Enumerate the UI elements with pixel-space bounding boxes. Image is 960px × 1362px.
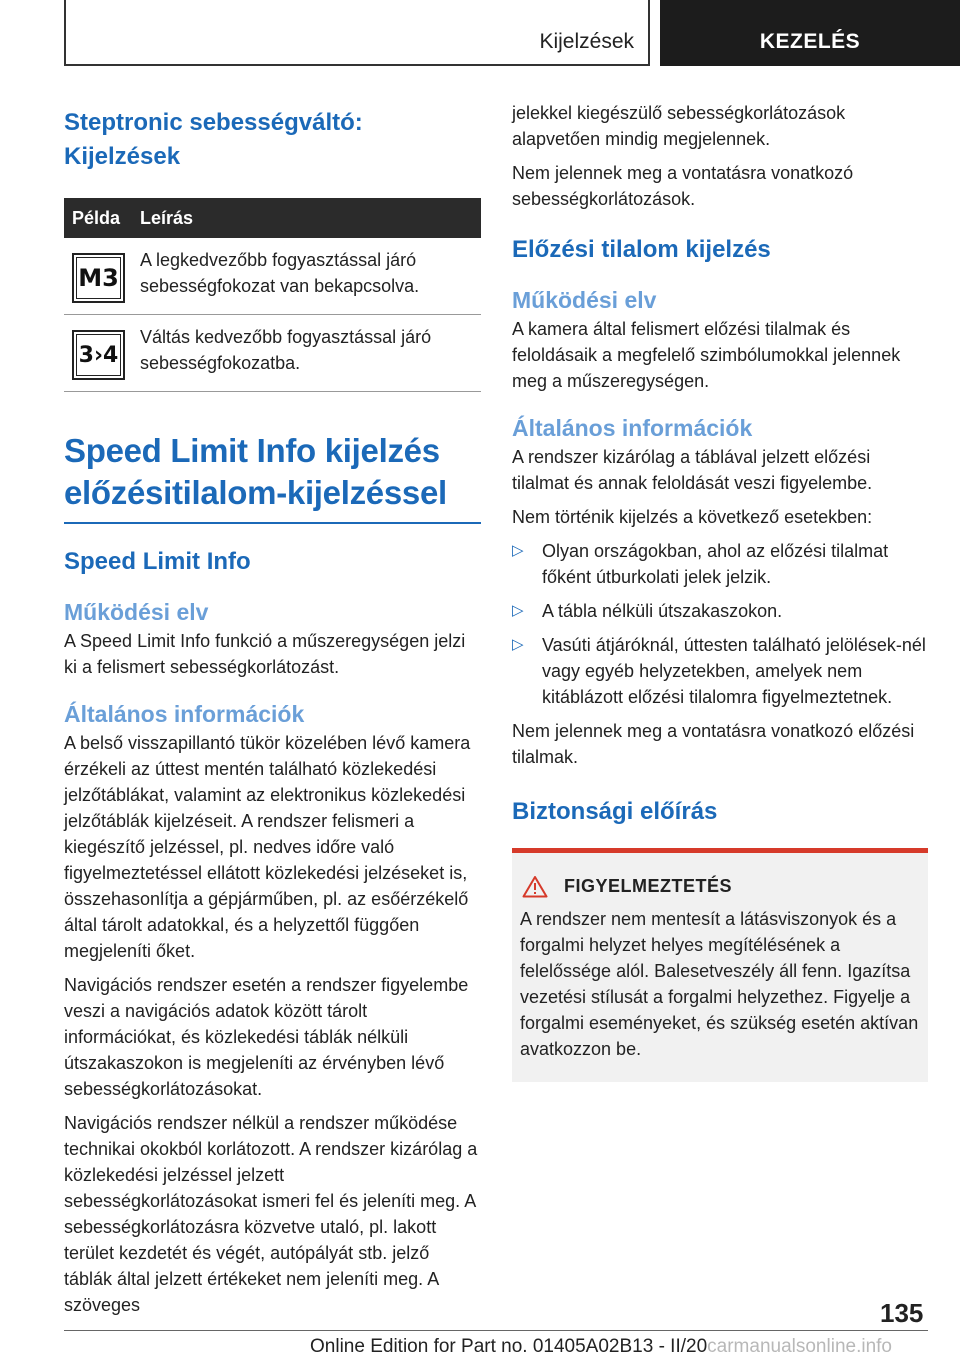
col-description-header: Leírás (140, 207, 194, 228)
continued-paragraph-2: Nem jelennek meg a vontatásra vonatkozó sebességkorlátozások. (512, 163, 854, 209)
list-item: ▷ Vasúti átjáróknál, úttesten található jelölések-nél vagy egyéb helyzetekben, amelyek nem kitáblázott előzési tilalomra figyelmeztetnek. (512, 632, 928, 710)
warning-triangle-icon (522, 875, 548, 898)
header-chapter-box (660, 0, 960, 66)
page-number: 135 (880, 1298, 924, 1328)
gear-m3-icon: M3 (72, 253, 125, 303)
list-item: ▷ Olyan országokban, ahol az előzési tilalmat főként útburkolati jelek jelzik. (512, 538, 928, 590)
table-cell-description: A legkedvezőbb fogyasztással járó sebességfokozat van bekapcsolva. (140, 250, 420, 296)
header-chapter-label: KEZELÉS (759, 30, 861, 53)
exception-list (512, 538, 928, 710)
triangle-bullet-icon: ▷ (512, 542, 524, 559)
left-column (64, 96, 481, 1318)
right-column (512, 100, 928, 1082)
altalanos-right-paragraph-2: Nem történik kijelzés a következő esetekben: (512, 507, 873, 527)
warning-text: A rendszer nem mentesít a látásviszonyok és a forgalmi helyzet helyes megítélésének a felelőssége alól. Balesetveszély áll fenn. Igazítsa vezetési stílusát a forgalmi helyzethez. Figyelje a forgalmi eseményeket, és szükség esetén aktívan avatkozzon be. (520, 909, 919, 1059)
warning-title: FIGYELMEZTETÉS (520, 875, 920, 898)
altalanos-heading-right: Általános információk (512, 415, 753, 441)
altalanos-right-paragraph-1: A rendszer kizárólag a táblával jelzett előzési tilalmat és annak feloldását veszi figyelembe. (512, 447, 873, 493)
altalanos-paragraph-1: A belső visszapillantó tükör közelében lévő kamera érzékeli az úttest mentén található közlekedési jelzőtáblákat, valamint az elektronikus közlekedési jelzőtáblák kijelzéseit. A rendszer felismeri a kiegészítő jelzéssel, pl. nedves időre való figyelmeztetéssel ellátott közlekedési jelzéseket is, összehasonlítja a gépjárműben, pl. az esőérzékelő által tárolt adatokkal, és a helyzettől függően megjeleníti őket. (64, 733, 471, 961)
table-header (64, 198, 481, 238)
col-example-header: Példa (72, 207, 121, 228)
header-section-box (64, 0, 650, 66)
gear-shift-up-icon: 3›4 (72, 330, 125, 380)
watermark: carmanualsonline.info (707, 1336, 892, 1357)
speed-limit-info-title: Speed Limit Info kijelzés előzésitilalom-kijelzéssel (64, 432, 447, 511)
footer-edition: Online Edition for Part no. 01405A02B13 - II/20carmanualsonline.info (310, 1336, 892, 1357)
triangle-bullet-icon: ▷ (512, 602, 524, 619)
mukodesi-elv-text: A Speed Limit Info funkció a műszeregységen jelzi ki a felismert sebességkorlátozást. (64, 631, 466, 677)
safety-heading: Biztonsági előírás (512, 798, 718, 825)
table-cell-description: Váltás kedvezőbb fogyasztással járó sebességfokozatba. (140, 327, 432, 373)
continued-paragraph-1: jelekkel kiegészülő sebességkorlátozások alapvetően mindig megjelennek. (512, 103, 846, 149)
title-divider (64, 522, 481, 524)
gear-display-table (64, 198, 481, 392)
altalanos-heading: Általános információk (64, 701, 305, 727)
mukodesi-elv-text-right: A kamera által felismert előzési tilalmak és feloldásaik a megfelelő szimbólumokkal jelennek meg a műszeregységen. (512, 319, 901, 391)
mukodesi-elv-heading: Működési elv (64, 599, 209, 625)
footer-divider (64, 1330, 928, 1331)
altalanos-paragraph-3: Navigációs rendszer nélkül a rendszer működése technikai okokból korlátozott. A rendszer kizárólag a közlekedési jelzéssel jelzett sebességkorlátozásokat ismeri fel és jeleníti meg. A sebességkorlátozásra közvetve utaló, pl. lakott terület kezdetét és végét, autópályát stb. jelző táblák által jelzett értékeket nem jeleníti meg. A szöveges (64, 1113, 478, 1315)
triangle-bullet-icon: ▷ (512, 636, 524, 653)
speed-limit-info-subtitle: Speed Limit Info (64, 548, 251, 575)
elozesi-tilalom-heading: Előzési tilalom kijelzés (512, 236, 771, 263)
table-row (64, 238, 481, 315)
warning-box (512, 853, 928, 1082)
altalanos-right-paragraph-3: Nem jelennek meg a vontatásra vonatkozó előzési tilalmak. (512, 721, 915, 767)
mukodesi-elv-heading-right: Működési elv (512, 287, 657, 313)
steptronic-heading: Steptronic sebességváltó: Kijelzések (64, 109, 363, 170)
altalanos-paragraph-2: Navigációs rendszer esetén a rendszer figyelembe veszi a navigációs adatok között tárolt információkat, és közlekedési táblák nélküli útszakaszokon is megjeleníti az érvényben lévő sebességkorlátozásokat. (64, 975, 469, 1099)
table-row (64, 315, 481, 392)
header-section-label: Kijelzések (539, 30, 634, 53)
list-item: ▷ A tábla nélküli útszakaszokon. (512, 598, 928, 624)
